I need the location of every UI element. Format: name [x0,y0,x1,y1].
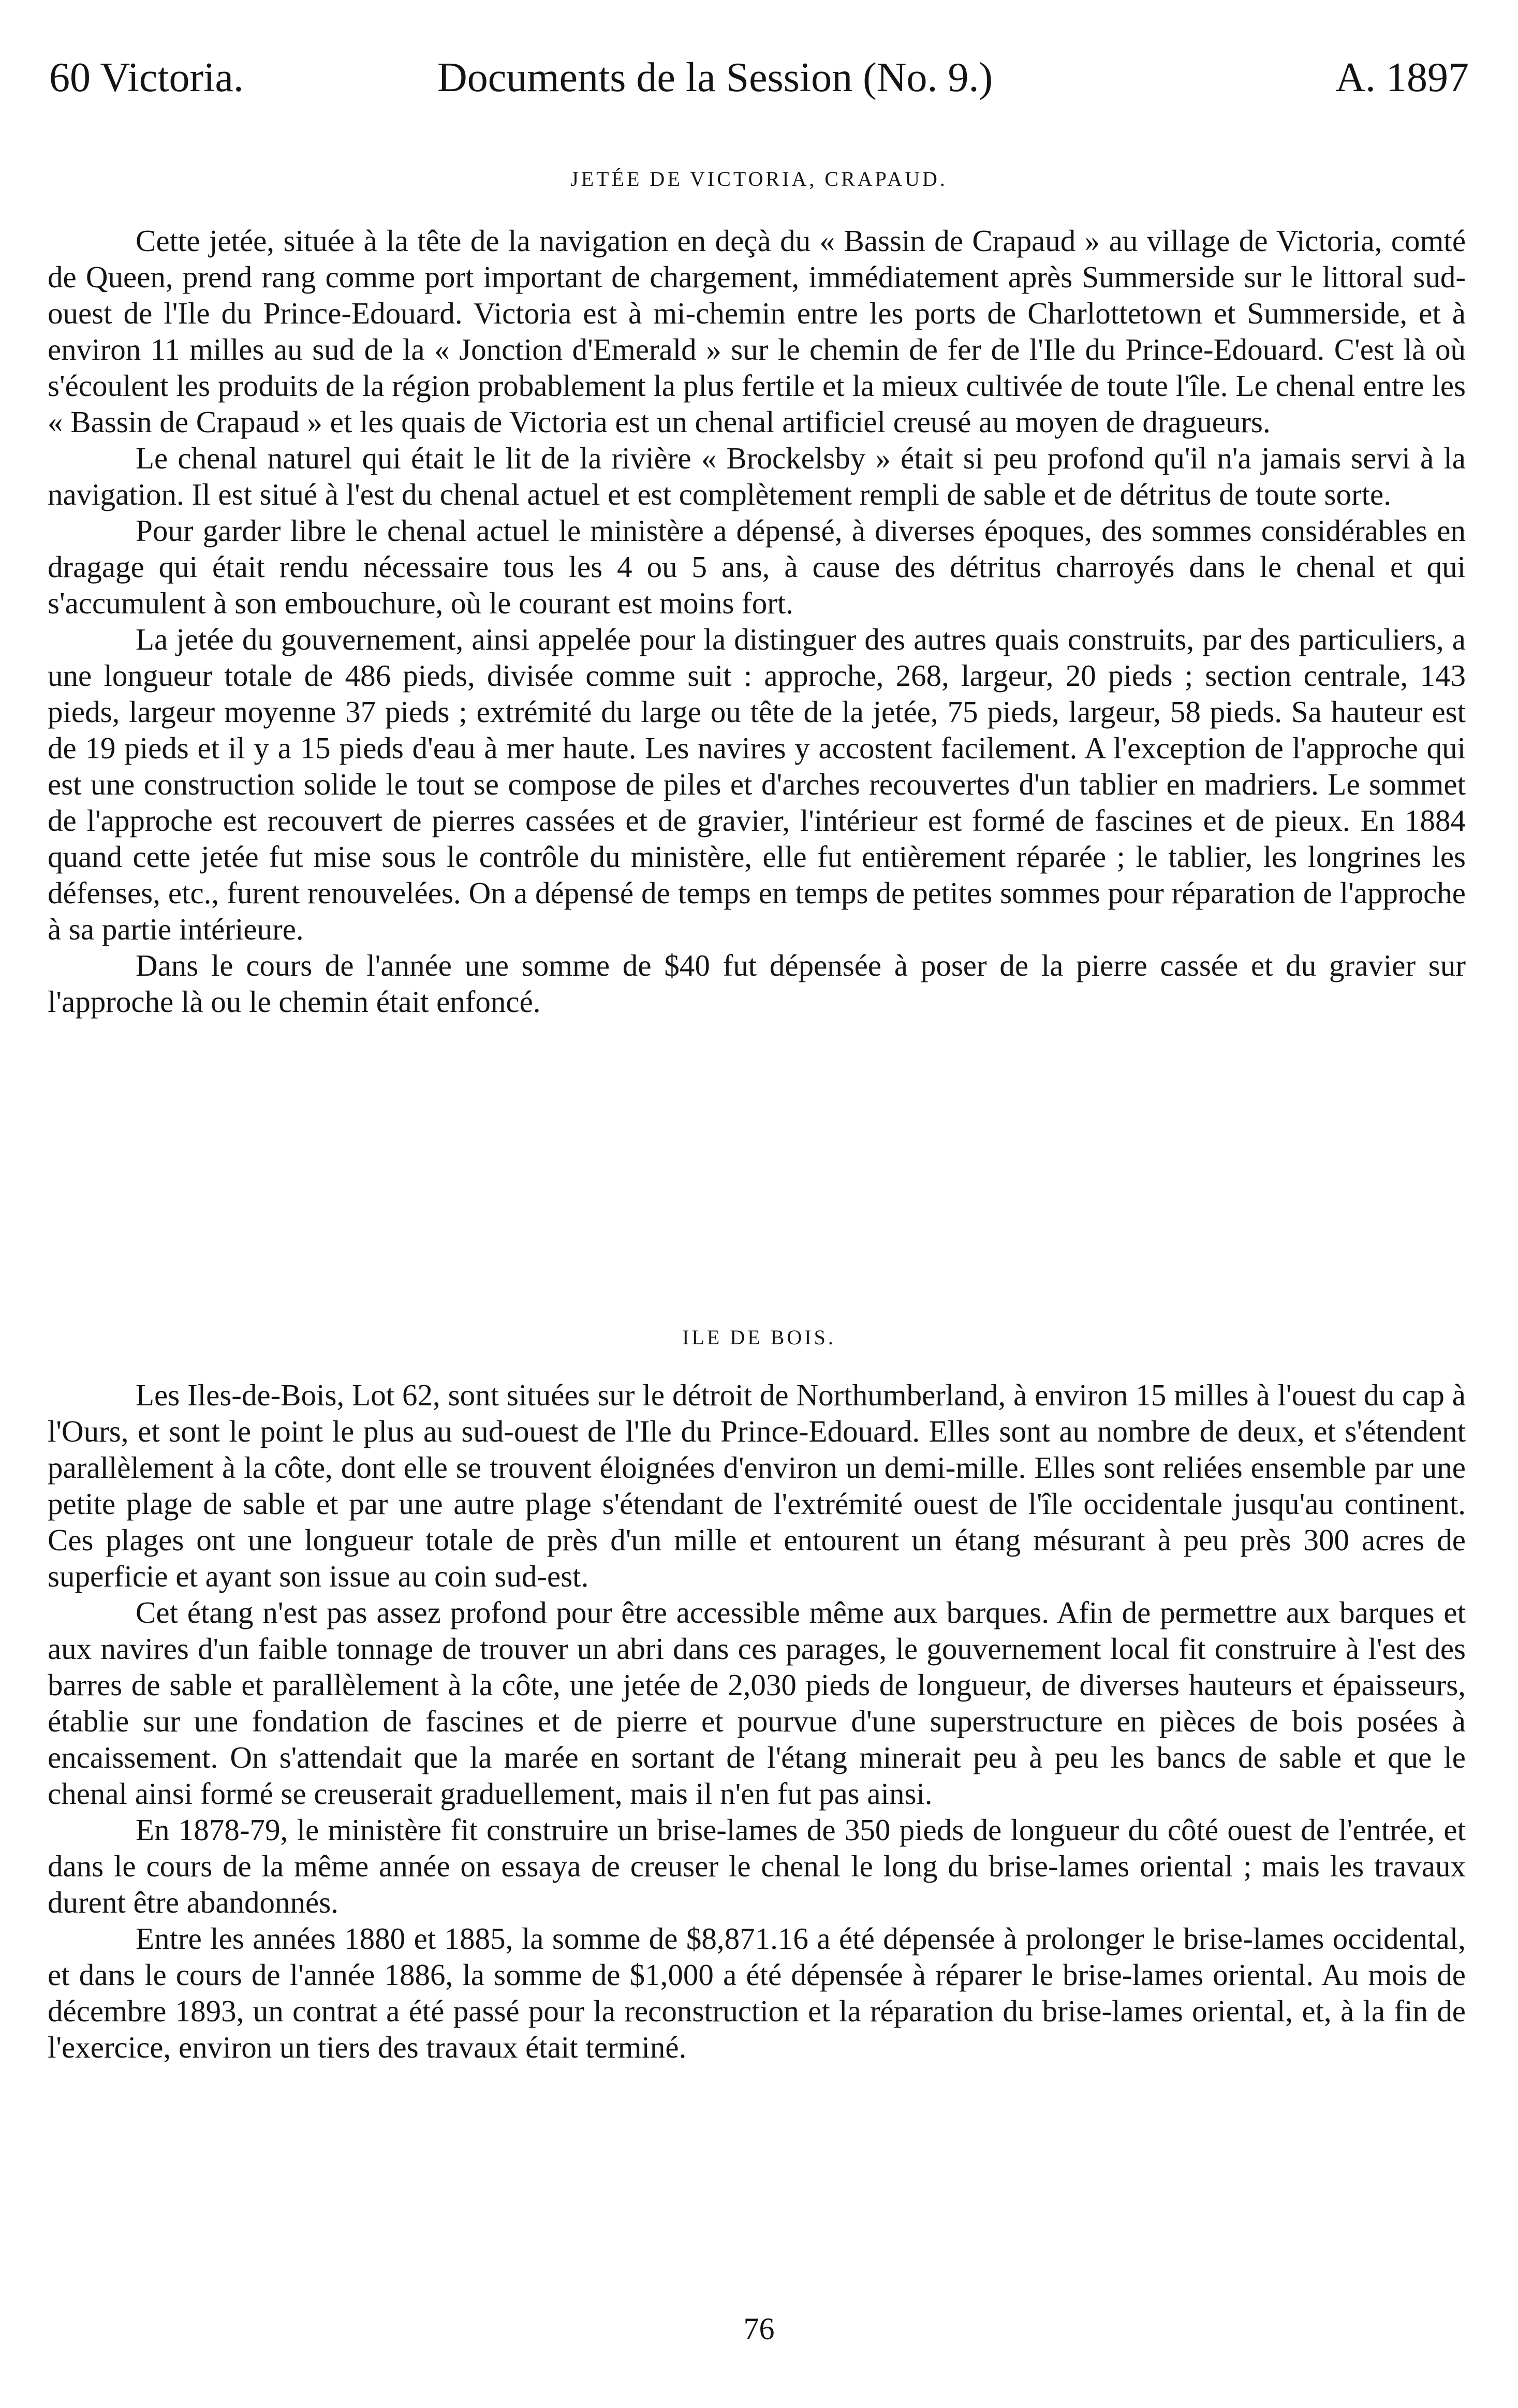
section-body-ile-de-bois [48,1377,1466,2065]
page-number: 76 [743,2312,775,2346]
running-header [49,49,1469,106]
header-document-title: Documents de la Session (No. 9.) [437,55,993,100]
paragraph: Entre les années 1880 et 1885, la somme de $8,871.16 a été dépensée à prolonger le brise-lames occidental, et dans le cours de l'année 1886, la somme de $1,000 a été dépensée à réparer le brise-lames oriental. Au mois de décembre 1893, un contrat a été passé pour la reconstruction et la réparation du brise-lames oriental, et, à la fin de l'exercice, environ un tiers des travaux était terminé. [48,1921,1466,2064]
header-session-year: 60 Victoria. [49,55,244,100]
paragraph: En 1878-79, le ministère fit construire un brise-lames de 350 pieds de longueur du côté ouest de l'entrée, et dans le cours de la même année on essaya de creuser le chenal le long du brise-lames oriental ; mais les travaux durent être abandonnés. [48,1813,1466,1919]
paragraph: La jetée du gouvernement, ainsi appelée pour la distinguer des autres quais construits, par des particuliers, a une longueur totale de 486 pieds, divisée comme suit : approche, 268, largeur, 20 pieds ; section centrale, 143 pieds, largeur moyenne 37 pieds ; extrémité du large ou tête de la jetée, 75 pieds, largeur, 58 pieds. Sa hauteur est de 19 pieds et il y a 15 pieds d'eau à mer haute. Les navires y accostent facilement. A l'exception de l'approche qui est une construction solide le tout se compose de piles et d'arches recouvertes d'un tablier en madriers. Le sommet de l'approche est recouvert de pierres cassées et de gravier, l'intérieur est formé de fascines et de pieux. En 1884 quand cette jetée fut mise sous le contrôle du ministère, elle fut entièrement réparée ; le tablier, les longrines les défenses, etc., furent renouvelées. On a dépensé de temps en temps de petites sommes pour réparation de l'approche à sa partie intérieure. [48,622,1466,946]
paragraph: Pour garder libre le chenal actuel le ministère a dépensé, à diverses époques, des sommes considérables en dragage qui était rendu nécessaire tous les 4 ou 5 ans, à cause des détritus charroyés dans le chenal et qui s'accumulent à son embouchure, où le courant est moins fort. [48,513,1466,620]
header-volume: A. 1897 [1335,55,1469,100]
section-title-ile-de-bois: ILE DE BOIS. [682,1326,836,1349]
paragraph: Cette jetée, située à la tête de la navigation en deçà du « Bassin de Crapaud » au village de Victoria, comté de Queen, prend rang comme port important de chargement, immédiatement après Summerside sur le littoral sud-ouest de l'Ile du Prince-Edouard. Victoria est à mi-chemin entre les ports de Charlottetown et Summerside, et à environ 11 milles au sud de la « Jonction d'Emerald » sur le chemin de fer de l'Ile du Prince-Edouard. C'est là où s'écoulent les produits de la région probablement la plus fertile et la mieux cultivée de toute l'île. Le chenal entre les « Bassin de Crapaud » et les quais de Victoria est un chenal artificiel creusé au moyen de dragueurs. [48,224,1466,439]
paragraph: Les Iles-de-Bois, Lot 62, sont situées sur le détroit de Northumberland, à environ 15 milles à l'ouest du cap à l'Ours, et sont le point le plus au sud-ouest de l'Ile du Prince-Edouard. Elles sont au nombre de deux, et s'étendent parallèlement à la côte, dont elle se trouvent éloignées d'environ un demi-mille. Elles sont reliées ensemble par une petite plage de sable et par une autre plage s'étendant de l'extrémité ouest de l'île occidentale jusqu'au continent. Ces plages ont une longueur totale de près d'un mille et entourent un étang mésurant à peu près 300 acres de superficie et ayant son issue au coin sud-est. [48,1378,1466,1593]
section-body-victoria [48,223,1466,1020]
paragraph: Cet étang n'est pas assez profond pour être accessible même aux barques. Afin de permettre aux barques et aux navires d'un faible tonnage de trouver un abri dans ces parages, le gouvernement local fit construire à l'est des barres de sable et parallèlement à la côte, une jetée de 2,030 pieds de longueur, de diverses hauteurs et épaisseurs, établie sur une fondation de fascines et de pierre et pourvue d'une superstructure en pièces de bois posées à encaissement. On s'attendait que la marée en sortant de l'étang minerait peu à peu les bancs de sable et que le chenal ainsi formé se creuserait graduellement, mais il n'en fut pas ainsi. [48,1595,1466,1811]
paragraph: Le chenal naturel qui était le lit de la rivière « Brockelsby » était si peu profond qu'il n'a jamais servi à la navigation. Il est situé à l'est du chenal actuel et est complètement rempli de sable et de détritus de toute sorte. [48,441,1466,511]
section-title-victoria: JETÉE DE VICTORIA, CRAPAUD. [570,167,948,190]
paragraph: Dans le cours de l'année une somme de $40 fut dépensée à poser de la pierre cassée et du gravier sur l'approche là ou le chemin était enfoncé. [48,948,1466,1019]
